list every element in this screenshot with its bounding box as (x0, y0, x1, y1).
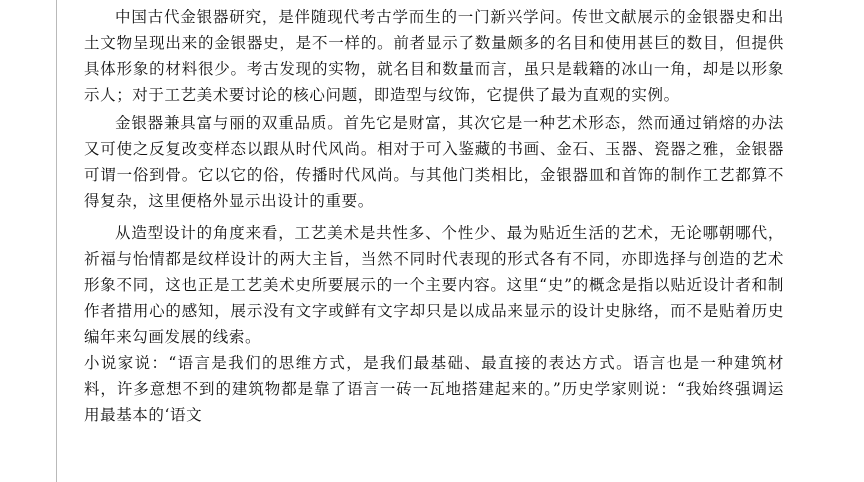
paragraph-4: 小说家说：“语言是我们的思维方式，是我们最基础、最直接的表达方式。语言也是一种建筑材料，许多意想不到的建筑物都是靠了语言一砖一瓦地搭建起来的。”历史学家则说：“我始终强调运用最基本的‘语文 (84, 354, 784, 424)
paragraph-2: 金银器兼具富与丽的双重品质。首先它是财富，其次它是一种艺术形态，然而通过销熔的办法又可使之反复改变样态以跟从时代风尚。相对于可入鉴藏的书画、金石、玉器、瓷器之雅，金银器可谓一俗到骨。它以它的俗，传播时代风尚。与其他门类相比，金银器皿和首饰的制作工艺都算不得复杂，这里便格外显示出设计的重要。 (84, 114, 784, 210)
paragraph-3: 从造型设计的角度来看，工艺美术是共性多、个性少、最为贴近生活的艺术，无论哪朝哪代，祈福与怡情都是纹样设计的两大主旨，当然不同时代表现的形式各有不同，亦即选择与创造的艺术形象不同，这也正是工艺美术史所要展示的一个主要内容。这里“史”的概念是指以贴近设计者和制作者措用心的感知，展示没有文字或鲜有文字却只是以成品来显示的设计史脉络，而不是贴着历史编年来勾画发展的线索。 (84, 224, 784, 346)
page-margin-rule (56, 0, 57, 482)
paragraph-1: 中国古代金银器研究，是伴随现代考古学而生的一门新兴学问。传世文献展示的金银器史和出土文物呈现出来的金银器史，是不一样的。前者显示了数量颇多的名目和使用甚巨的数目，但提供具体形象的材料很少。考古发现的实物，就名目和数量而言，虽只是载籍的冰山一角，却是以形象示人；对于工艺美术要讨论的核心问题，即造型与纹饰，它提供了最为直观的实例。 (84, 8, 784, 104)
document-body (84, 4, 784, 428)
